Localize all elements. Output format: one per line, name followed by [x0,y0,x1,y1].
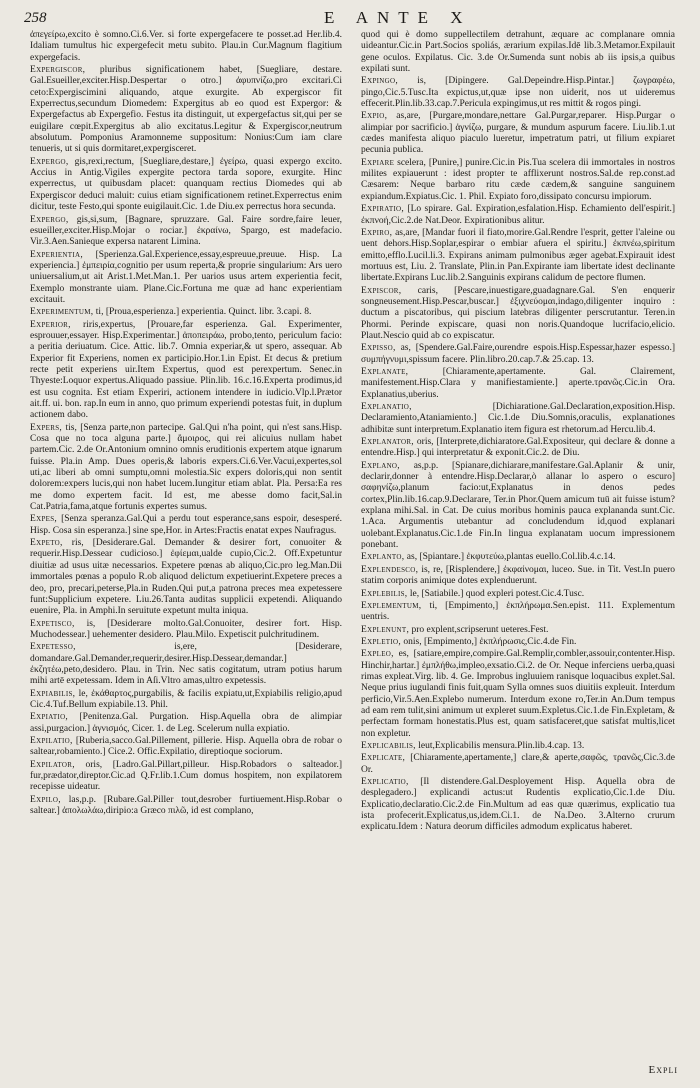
dictionary-entry [30,157,342,214]
entry-headword: Expers, [30,422,63,433]
dictionary-entry [361,649,675,740]
entry-text: pluribus significationem habet, [Suegliare, destare. Gal.Esueiller,exciter.Hisp.Despertar o otro.] ἀφυπνίζω,pro excitari.Ci ceto:Expergiscimini aliquando, atque exurgite. Ab expergiscor fit Experrectus,secundum Diomedem: Expergitus ab eo quod est Expergor: & Expergefactus ab Expergefio. Festus ita distinguit, ut expergefactus sit,qui per se euigilare cœpit.Expergitus ab alio excitatus.Legitur & Expergiscor,neutrum absolutum. Pomponius Aramonneme suppositum: Nonius:Cum iam clare tenueris, ut si quis dormitaret,expergisceret. [30,65,342,155]
dictionary-entry [30,423,342,514]
entry-headword: Expiatio, [30,712,69,723]
entry-text: [Sperienza.Gal.Experience,essay,espreuue,preuue. Hisp. La experiencia.] ἐμπειρία,cognitio per usum reperta,& proprie singularium: Ars uero uniuersalium,ut ait Arist.1.Met.Man.1. Per uarios usus artem experientia fecit, Exemplo monstrante uiam. Plane.Cic.Fortuna me quæ ad hanc experientiam excitauit. [30,249,342,305]
entry-headword: Experior, [30,319,71,330]
entry-text: as,p.p. [Spianare,dichiarare,manifestare.Gal.Aplanir & unir, declarir,donner à entendre.Hisp.Declarar,ò allanar lo aspero o escuro] σαφηνίζω,planum facio:ut,Explanatus in denos pedes cortex,Plin.lib.16.cap.9.Declarare, Ter.in Phor.Quem amicum tuū ait fuisse istum?explana mihi.Sal. in Cat. De cuius moribus hominis pauca explananda sunt.Cic. 1.Aca. Argumentis utebantur ad concludendum id,quod explanari uolebant.Explanatus.Cic.1.de Fin.In lingua explanatam uocum impressionem ponebant. [361,460,675,551]
entry-text: ti, [Proua,esperienza.] experientia. Quinct. libr. 3.capi. 8. [95,307,312,318]
dictionary-entry [361,228,675,285]
entry-headword: Expergo, [30,156,69,167]
entry-text: ti, [Empimento,] ἐκπλήρωμα.Sen.epist. 111. Explementum uentris. [361,600,675,623]
entry-text: quod qui è domo suppellectilem detrahunt, æquare ac complanare omnia uideantur.Cic.in Part.Socios spoliás, ærarium expilas.Idē lib.3.Metamor.Expilauit gene oculos. Expilatus. Cic. 3.de Or.Sumenda sunt nobis ab iis ipsis,a quibus expilati sunt. [361,30,675,75]
entry-headword: Expetisco, [30,618,75,629]
dictionary-entry [361,158,675,203]
entry-headword: Expilo, [30,794,61,805]
dictionary-entry [30,215,342,249]
running-head: E ANTE X [324,8,472,27]
entry-text: onis, [Empimento,] ἐκπλήρωσις,Cic.4.de Fin. [403,636,577,647]
dictionary-entry [361,461,675,552]
entry-text: [Chiaramente,apertamente. Gal. Clairement, manifestement.Hisp.Clara y manifiestamiente.] aperte.τρανῶς.Cic.in Ora. Explanatius,uberius. [361,366,675,400]
left-column [30,30,342,1050]
entry-headword: Explicate, [361,753,406,764]
right-column [361,30,675,1050]
dictionary-entry [361,343,675,366]
dictionary-entry [361,402,675,436]
dictionary-entry [30,250,342,307]
dictionary-entry [361,777,675,834]
entry-headword: Expingo, [361,76,399,87]
entry-headword: Explicatio, [361,777,409,787]
entry-text: caris, [Pescare,inuestigare,guadagnare.Gal. S'en enquerir songneusement.Hisp.Pescar,buscar.] ἐξιχνεύομαι,indago,diligenter inquiro : ductum a piscatoribus, qui piscium latebras diligenter perscrutantur. Teren.in Phormi. Perinde expiscare, quasi non noris.Quandoque lucrifacio,elicio. Plaut.Nescio quid ab co expiscatur. [361,285,675,341]
entry-text: ris, [Desiderare.Gal. Demander & desirer fort, conuoiter & requerir.Hisp.Dessear cudicioso.] ἐφίεμαι,ualde cupio,Cic.2. Off.Expetuntur diuitiæ ad usus uitæ necessarios. Expetere pœnas ab aliquo,Cic.pro leg.Man.Dii immortales pœnas a populo R.ob aliquod delictum expetiuerint.Expetere preces a deo, pro, precari,peterse,Pla.in Ruden.Qui put,a patrona preces mea expetessere funt:Supplicium expetere. Liu.26.Tanta auditas supplicii expetendi. Aliquando euenire, Pla. in Amphi.In seruitute expetunt multa iniqua. [30,538,342,617]
dictionary-entry [30,30,342,64]
entry-headword: Expisso, [361,343,396,354]
dictionary-entry [30,795,342,818]
entry-text: as, [Spendere.Gal.Faire,ourendre espois.Hisp.Espessar,hazer espesso.] συμπήγνυμι,spissum facere. Plin.libro.20.cap.7.& 25.cap. 13. [361,343,675,365]
entry-text: gis,si,sum, [Bagnare, spruzzare. Gal. Faire sordre,faire leuer, esueiller,exciter.Hisp.Mojar o rociar.] ἐκραίνω, Spargo, est madefacio. Vir.3.Aen.Sanieque expersa natarent Limina. [30,214,342,248]
entry-headword: Expes, [30,514,58,525]
dictionary-entry [30,538,342,617]
entry-text: [Penitenza.Gal. Purgation. Hisp.Aquella obra de alimpiar assi,purgacion.] ἁγνισμός, Cicer. 1. de Leg. Scelerum nulla expiatio. [30,712,342,734]
entry-text: tis, [Senza parte,non partecipe. Gal.Qui n'ha point, qui n'est sans.Hisp. Cosa que no toca alguna parte.] ἄμοιρος, qui rei alicuius nullam habet partem.Cic. 2.de Or.Antonium omnino omnis eruditionis expertem atque ignarum fuisse. Pla.in Amp. Dues operis,& laboris expers.Ci.6.Ver.Vacui,expertes,sol uti,ac liberi ab omni sumptu,omni molestia.Sic expers doloris,qui non sentit dolorem:expers lucis,qui non habet lucem.Iungitur etiam ablat. Pla. Persa:Ea res me domo expertem facit. Id est, me abesse domo facit,Sal.in Cat.Patria,fama,atque fortunis expertes sumus. [30,422,342,513]
entry-text: oris, [Interprete,dichiaratore.Gal.Expositeur, qui declare & donne a entendre.Hisp.] qui interpretatur & exponit.Cic.2. de Diu. [361,437,675,459]
entry-headword: Expilator, [30,759,75,770]
dictionary-entry [361,565,675,588]
dictionary-entry [361,286,675,343]
entry-headword: Expeto, [30,538,63,549]
entry-text: leut,Explicabilis mensura.Plin.lib.4.cap. 13. [418,740,585,751]
entry-headword: Expiabilis, [30,688,76,699]
dictionary-entry [361,741,675,752]
dictionary-entry [30,736,342,759]
entry-headword: Expiro, [361,227,393,238]
dictionary-entry [361,625,675,636]
entry-text: [Dichiaratione.Gal.Declaration,exposition.Hisp. Declaramiento,Ataniamiento.] Cic.1.de Diu.Somnis,oraculis, explanationes adhibitæ sunt interpretum.Explanatio item figura est rhetorum.ad Hercu.lib.4. [361,402,675,435]
entry-text: is,ere, [Desiderare, domandare.Gal.Demander,requerir,desirer.Hisp.Dessear,demandar.] ἐκζητέω,peto,desidero. Plau. in Trin. Nec satis cogitatum, utram potius harum mihi artē expetessam. Idem in Aſi.Vltro amas,ultro expetessis. [30,642,342,687]
entry-text: as,are, [Mandar fuori il fiato,morire.Gal.Rendre l'esprit, getter l'aleine ou uent dehors.Hisp.Soplar,espirar o embiar afuera el spiritu.] ἐκπνέω,spiritum emitto,efflo.Lucil.li.3. Expirans animam pulmonibus æger agebat.Expirauit idest mortuus est, Liu. 2. Translate, Plin.in Pan.Expirante iam libertate idest declinante libertate.Expirans Luc.lib.2.Sanguinis expirans calidum de pectore flumen. [361,227,675,284]
dictionary-entry [361,552,675,563]
entry-text: gis,rexi,rectum, [Suegliare,destare,] ἐγείρω, quasi expergo excito. Accius in Antig.Vigiles expergite pectora tarda sopore, exurgite. Hinc experrectus, ut quibusdam placet: quanquam rectius Diomedes qui ab Expergiscor deduci maluit: cuius etiam significationem retinet.Experrectus enim dicitur, teste Festo,qui sponte euigilauit.Cic. 1.de Diu.ex perrectus hora secunda. [30,156,342,213]
entry-headword: Expergo, [30,214,69,225]
dictionary-entry [361,589,675,600]
dictionary-entry [30,642,342,687]
entry-headword: Explenunt, [361,624,410,635]
entry-text: es, [satiare,empire,compire.Gal.Remplir,combler,assouir,contenter.Hisp. Hinchir,hartar.] ἐμπλήθω,impleo,exsatio.Ci.2. de Or. Neque inferciens uerba,quasi rimas expleat.Virg. lib. 4. Ge. Improbus ingluuiem ranisque loquacibus explet.Sal. Neque prius iugulandi finis fuit,quam Sylla omnes suos diuitiis expleuit. Interdum perficio,Vir.5.Aen.Explebo numerum. Interdum exone ro,Ter.in An.Dum tempus ad eam rem tulit,sini animum ut expleret suum.Expletus.Cic.1.de Fin.Expletam, & perfectam formam honestatis.Plus est, quam satisfaceret,que satisfat multis,licet non expletur. [361,649,675,739]
entry-headword: Expiscor, [361,285,402,296]
dictionary-entry [30,320,342,422]
dictionary-entry [361,76,675,110]
entry-text: [Ruberia,sacco.Gal.Pillement, pillerie. Hisp. Aquella obra de robar o saltear,robamiento.] Cice.2. Offic.Expilatio, direptioque sociorum. [30,735,342,758]
entry-headword: Explendesco, [361,564,419,575]
catchword: Expli [648,1064,678,1076]
dictionary-entry [361,437,675,460]
dictionary-entry [361,637,675,648]
dictionary-entry [361,204,675,227]
entry-text: is, re, [Risplendere,] ἐκφαίνομαι, luceo. Sue. in Tit. Vest.In puero statim corporis animique dotes explenduerunt. [361,564,675,587]
dictionary-entry [30,760,342,794]
dictionary-entry [361,601,675,624]
entry-text: ἀπεγείρω,excito è somno.Ci.6.Ver. si forte expergefacere te posset.ad Her.lib.4. Idaliam tumultus hic expergefecit metu subito. Plau.in Cur.Magnum flagitium expergefacis. [30,30,342,63]
dictionary-entry [30,689,342,712]
entry-headword: Expetesso, [30,642,76,653]
page-header [24,8,676,30]
dictionary-entry [361,367,675,401]
entry-text: is, [Dipingere. Gal.Depeindre.Hisp.Pintar.] ζωγραφέω, pingo,Cic.5.Tusc.Ita expictus,ut,quæ ipse non uiderit, nos ut uideremus effecerit.Plin.lib.33.cap.7.Pericula expingimus,ut res mittit & rogos pingi. [361,76,675,110]
entry-text: [Senza speranza.Gal.Qui a perdu tout esperance,sans espoir, desesperé. Hisp. Cosa sin esperanza.] sine spe,Hor. in Artes:Fractis enatat expes Naufragus. [30,514,342,536]
entry-headword: Experimentum, [30,307,94,318]
entry-text: as,are, [Purgare,mondare,nettare Gal.Purgar,reparer. Hisp.Purgar o alimpiar por sacrificio.] ἁγνίζω, purgare, & mundum aspurum facere. Liu.lib.1.ut cædes manifesta aliquo piaculo lueretur, impetratum patri, ut filium expiaret pecunia publica. [361,111,675,156]
entry-text: las,p.p. [Rubare.Gal.Piller tout,desrober furtiuement.Hisp.Robar o saltear.] ἀπολωλάω,diripio:a Græco πιλῶ, id est complano, [30,794,342,817]
entry-text: [Chiaramente,apertamente,] clare,& aperte,σαφῶς, τρανῶς,Cic.3.de Or. [361,753,675,775]
entry-text: is, [Desiderare molto.Gal.Conuoiter, desirer fort. Hisp. Muchodessear.] uehementer desidero. Plau.Milo. Expetiscit pulchritudinem. [30,618,342,640]
entry-text: le, [Satiabile.] quod expleri potest.Cic.4.Tusc. [409,588,585,599]
entry-text: [Il distendere.Gal.Desployement Hisp. Aquella obra de desplegadero.] explicandi actus:ut Rudentis explicatio,Cic.1.de Diu. Explicatio,declaratio.Cic.2.de Fin.Multum ad eas quæ quærimus, explicatio tua ista profecerit.Explicatus,us,idem.Ci.1. de Na.Deo. 3.Alterno crurum explicatu.Idem : Natura deorum difficiles admodum explicatus haberet. [361,777,675,833]
entry-text: riris,expertus, [Prouare,far esperienza. Gal. Experimenter, esprouuer,essayer. Hisp.Experimentar.] ἀποπειράω, probo,tento, periculum facio: a peritia deriuatum. Cice. Attic. lib.7. Omnia experiar,& ut spero, assequar. Ab Experior fit Experiens, nomen ex participio.Hor.1.in Epist. Et decus & pretium recte petit experiens uir.Item Expertus, quod est perexpertum. Senec.in Thyeste:Loquor expertus.Aliquado passiue. Plin.lib. 16.c.16.Experta prodimus,id est usu cognita. Est etiam Experiri, actionem intendere in iudicio.Vlp.l.Prætor ait.ff. ui. bon. rap.In eum in anno, quo primum experiendi potestas fuit, in duplum actionem dabo. [30,319,342,421]
dictionary-entry [361,30,675,75]
entry-text: pro explent,scripserunt ueteres.Fest. [411,624,549,635]
entry-text: scelera, [Punire,] punire.Cic.in Pis.Tua scelera dii immortales in nostros milites expiauerunt : idest propter te afflixerunt nostros.Sal.de rep.const.ad Cæsarem: Neque barbaro ritu cæde cædem,& sanguine sanguinem expiandum.Expiatus.Cic. 1. Phil. Expiato foro,dissipato concursu impiorum. [361,157,675,202]
entry-headword: Explebilis, [361,588,408,599]
entry-headword: Expletio, [361,636,402,647]
dictionary-entry [30,307,342,318]
entry-headword: Expleo, [361,649,394,660]
page-number: 258 [24,10,47,26]
entry-text: as, [Spiantare.] ἐκφυτεύω,plantas euello.Col.lib.4.c.14. [406,552,616,563]
dictionary-entry [30,712,342,735]
entry-headword: Expio, [361,111,388,122]
dictionary-entry [361,111,675,156]
entry-text: [Lo spirare. Gal. Expiration,esfalation.Hisp. Echamiento dell'espirit.] ἐκπνοή,Cic.2.de Nat.Deor. Expirationibus alitur. [361,204,675,226]
dictionary-entry [30,619,342,642]
entry-headword: Explicabilis, [361,740,416,751]
entry-headword: Explementum, [361,600,422,611]
entry-headword: Explano, [361,460,400,471]
dictionary-entry [30,514,342,537]
dictionary-entry [30,65,342,156]
entry-headword: Experientia, [30,249,83,260]
dictionary-entry [361,753,675,776]
entry-headword: Expiare [361,157,395,168]
entry-headword: Explanate, [361,366,409,377]
entry-text: le, ἐκάθαρτος,purgabilis, & facilis expiatu,ut,Expiabilis religio,apud Cic.4.Tuf.Bellum expiabile.13. Phil. [30,688,342,710]
entry-headword: Explanatio, [361,402,412,412]
entry-text: oris, [Ladro.Gal.Pillart,pilleur. Hisp.Robadors o salteador.] fur,prædator,direptor.Cic.ad Q.Fr.lib.1.Cum domus hospitem, non expilatorem recepisse uideatur. [30,759,342,793]
entry-headword: Expergiscor, [30,65,86,76]
entry-headword: Expiratio, [361,204,405,215]
entry-headword: Explanator, [361,437,414,448]
entry-headword: Expilatio, [30,735,73,746]
entry-headword: Explanto, [361,552,405,563]
